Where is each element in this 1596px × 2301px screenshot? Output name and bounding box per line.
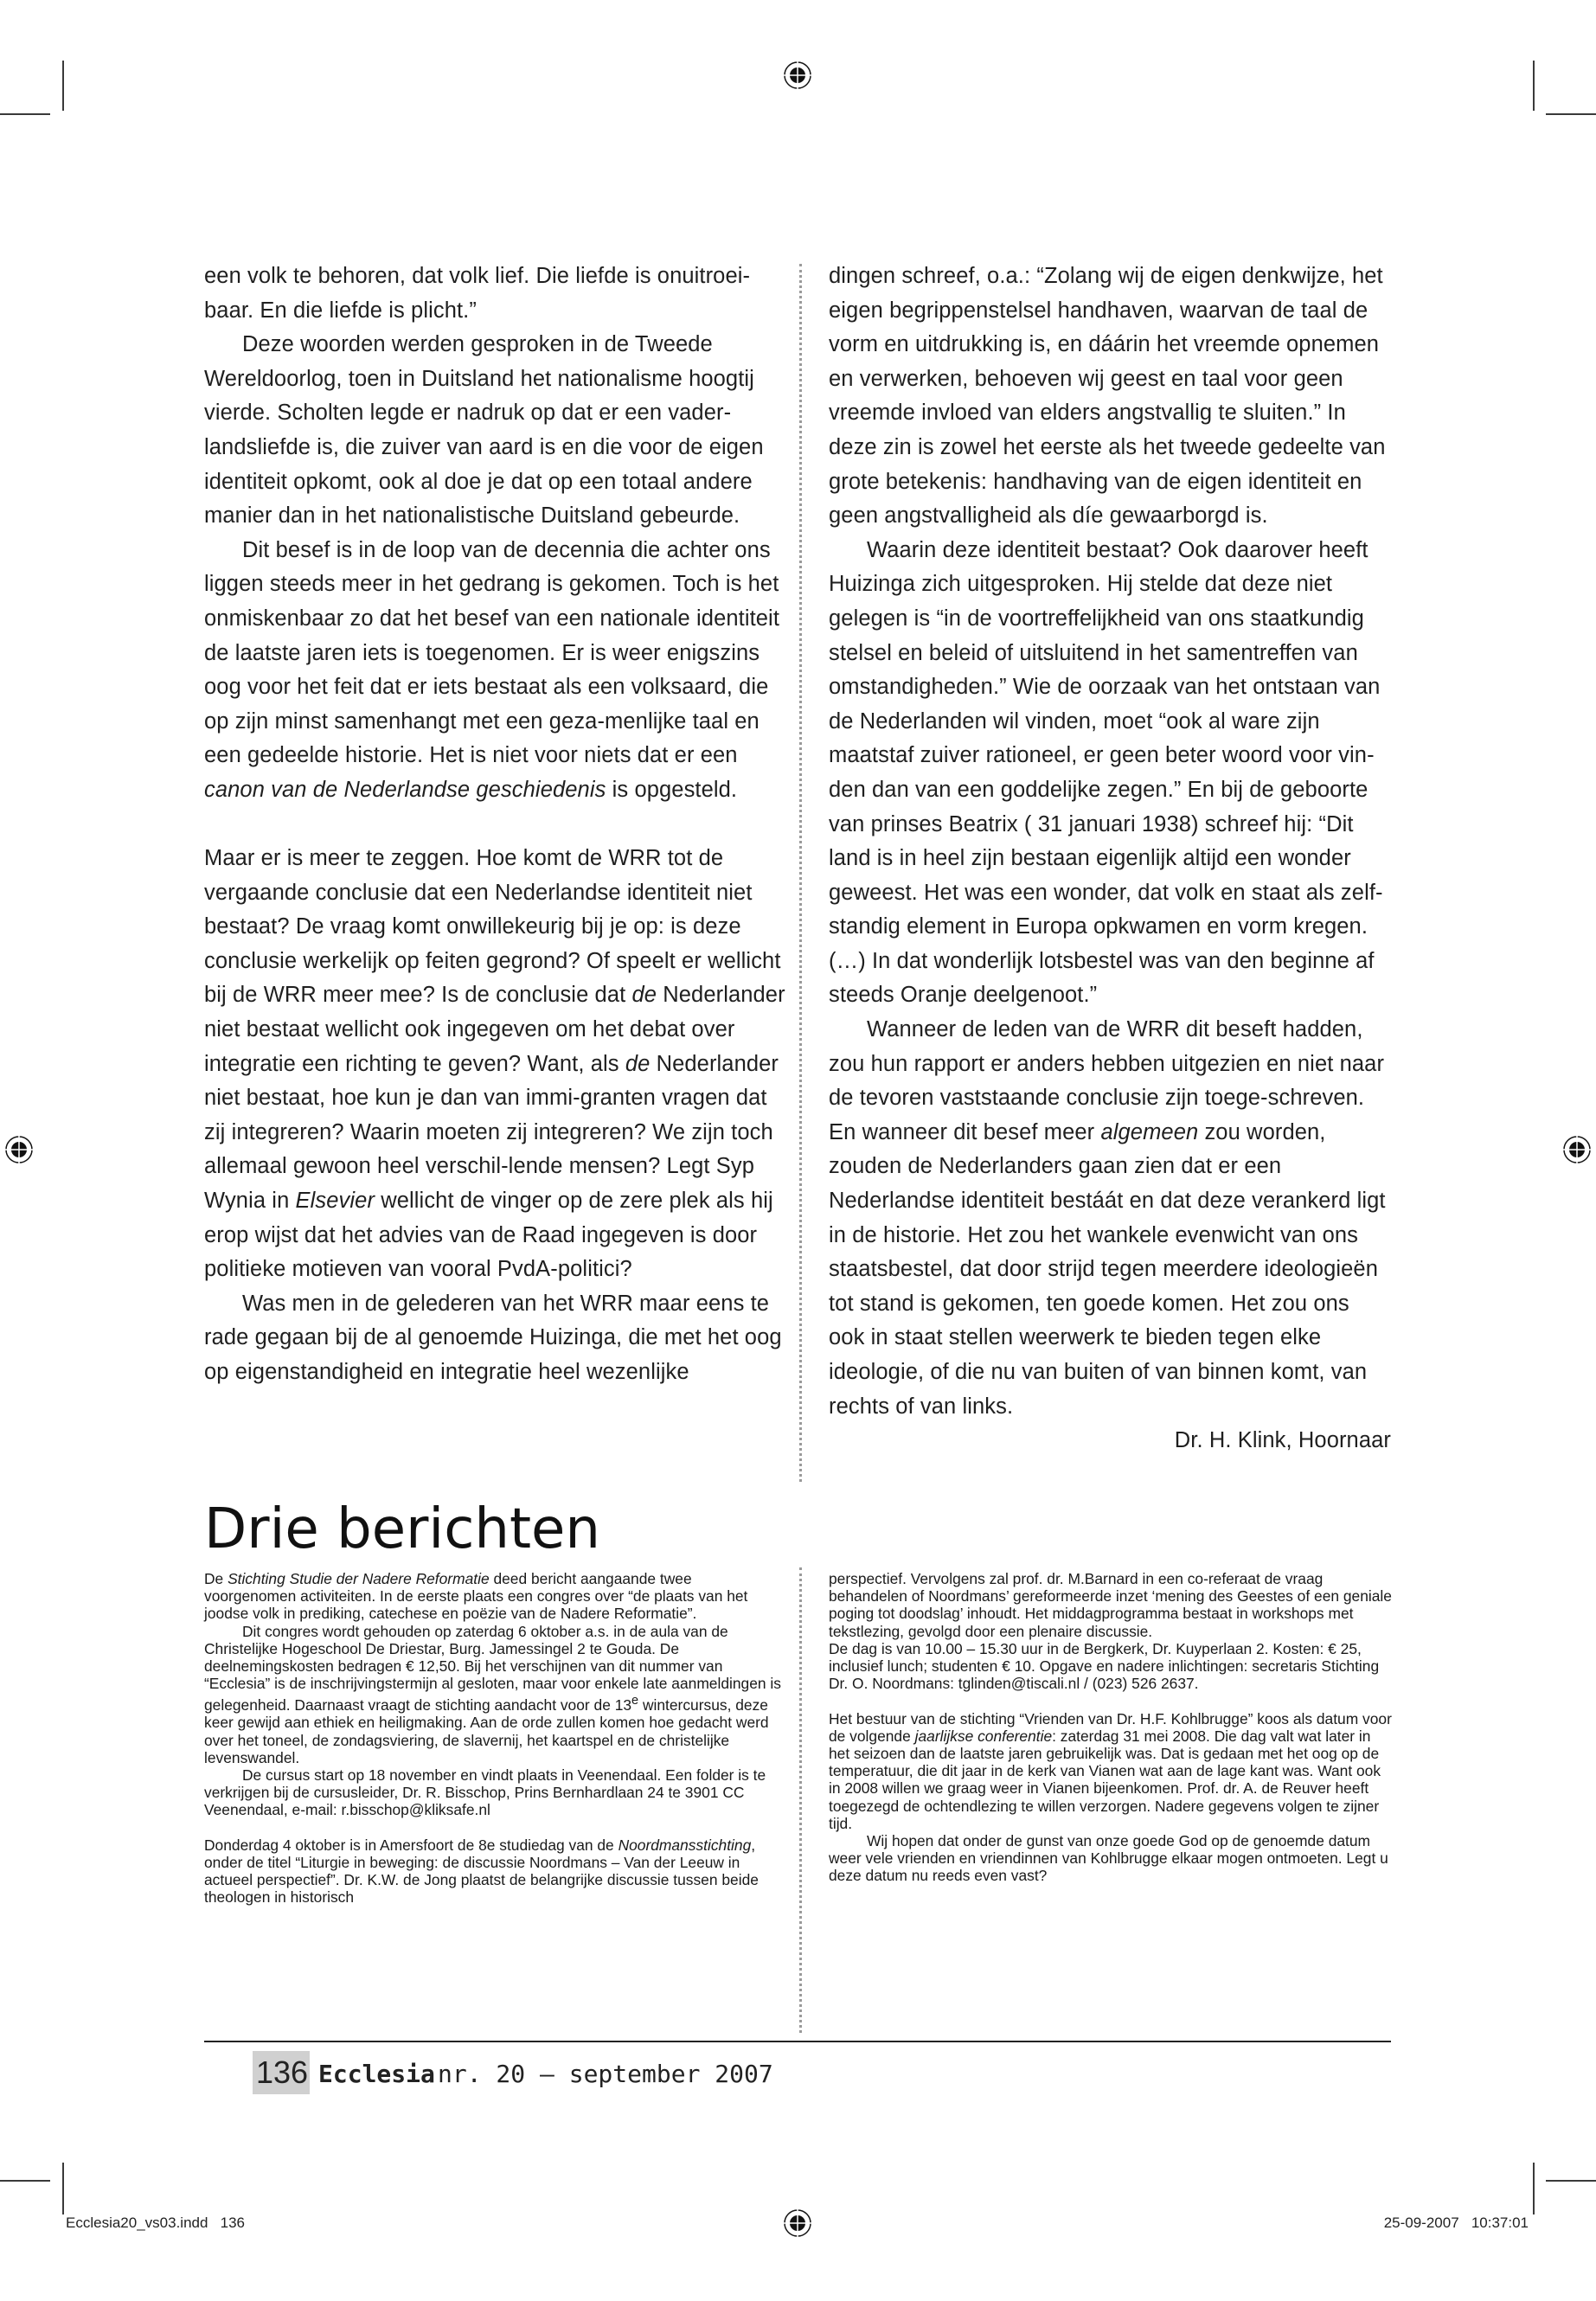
article-column-left xyxy=(204,260,785,1390)
news-paragraph: Wij hopen dat onder de gunst van onze goede God op de genoemde datum weer vele vrienden en vriendinnen van Kohlbrugge elkaar mogen ontmoeten. Legt u deze datum nu reeds even vast? xyxy=(829,1832,1388,1885)
paragraph: Waarin deze identiteit bestaat? Ook daarover heeft Huizinga zich uitgesproken. Hij stelde dat deze niet gelegen is “in de voortreffelijkheid van ons staatkundig stelsel en beleid of uitsluitend in het samentreffen van omstandigheden.” Wie de oorzaak van het ontstaan van de Nederlanden wil vinden, moet “ook al ware zijn maatstaf zuiver rationeel, er geen beter woord voor vin-den dan van een goddelijke zegen.” En bij de geboorte van prinses Beatrix ( 31 januari 1938) schreef hij: “Dit land is in heel zijn bestaan eigenlijk altijd een wonder geweest. Het was een wonder, dat volk en staat als zelf-standig element in Europa opkwamen en vorm kregen. (…) In dat wonderlijk lotsbestel was van den beginne af steeds Oranje deelgenoot.” xyxy=(829,537,1383,1008)
author-signature: Dr. H. Klink, Hoornaar xyxy=(1174,1428,1391,1453)
footer-rule xyxy=(204,2041,1391,2042)
paragraph: Maar er is meer te zeggen. Hoe komt de WRR tot de vergaande conclusie dat een Nederlandse identiteit niet bestaat? De vraag komt onwillekeurig bij je op: is deze conclusie werkelijk op feiten gegrond? Of speelt er wellicht bij de WRR meer mee? Is de conclusie dat de Nederlander niet bestaat wellicht ook ingegeven om het debat over integratie een richting te geven? Want, als de Nederlander niet bestaat, hoe kun je dan van immi-granten vragen dat zij integreren? Waarin moeten zij integreren? We zijn toch allemaal gewoon heel verschil-lende mensen? Legt Syp Wynia in Elsevier wellicht de vinger op de zere plek als hij erop wijst dat het advies van de Raad ingegeven is door politieke motieven van vooral PvdA-politici? xyxy=(204,846,785,1282)
paragraph: een volk te behoren, dat volk lief. Die liefde is onuitroei-baar. En die liefde is plicht.” xyxy=(204,264,751,323)
news-column-left xyxy=(204,1570,785,1907)
slug-filename: Ecclesia20_vs03.indd 136 xyxy=(66,2214,245,2231)
news-paragraph: perspectief. Vervolgens zal prof. dr. M.Barnard in een co-referaat de vraag behandelen of Noordmans’ gereformeerde inzet ‘mening des Geestes of een geniale poging tot doodslag’ inhoudt. Het middagprogramma bestaat in workshops met tekstlezing, gevolgd door een plenaire discussie. xyxy=(829,1570,1392,1640)
crop-mark xyxy=(1533,2163,1535,2214)
publication-name: Ecclesia xyxy=(318,2060,435,2088)
crop-mark xyxy=(62,2163,64,2214)
article-column-right xyxy=(829,260,1391,1458)
news-column-right xyxy=(829,1570,1393,1885)
crop-mark xyxy=(1546,113,1596,115)
paragraph: Deze woorden werden gesproken in de Tweede Wereldoorlog, toen in Duitsland het nationalisme hoogtij vierde. Scholten legde er nadruk op dat er een vader-landsliefde is, die zuiver van aard is en die voor de eigen identiteit opkomt, ook al doe je dat op een totaal andere manier dan in het nationalistische Duitsland gebeurde. xyxy=(204,332,764,529)
issue-info: nr. 20 — september 2007 xyxy=(438,2060,773,2088)
paragraph: Dit besef is in de loop van de decennia die achter ons liggen steeds meer in het gedrang is gekomen. Toch is het onmiskenbaar zo dat het besef van een nationale identiteit de laatste jaren iets is toegenomen. Er is weer enigszins oog voor het feit dat er iets bestaat als een volksaard, die op zijn minst samenhangt met een geza-menlijke taal en een gedeelde historie. Het is niet voor niets dat er een canon van de Nederlandse geschiedenis is opgesteld. xyxy=(204,537,780,802)
crop-mark xyxy=(0,113,50,115)
paragraph: dingen schreef, o.a.: “Zolang wij de eigen denkwijze, het eigen begrippenstelsel handhaven, waarvan de taal de vorm en uitdrukking is, en dáárin het vreemde opnemen en verwerken, behoeven wij geest en taal voor geen vreemde invloed van elders angstvallig te sluiten.” In deze zin is zowel het eerste als het tweede gedeelte van grote betekenis: handhaving van de eigen identiteit en geen angstvalligheid als díe gewaarborgd is. xyxy=(829,264,1386,529)
registration-mark-icon xyxy=(783,61,812,90)
paragraph: Was men in de gelederen van het WRR maar eens te rade gegaan bij de al genoemde Huizinga, die met het oog op eigenstandigheid en integratie heel wezenlijke xyxy=(204,1291,782,1384)
registration-mark-icon xyxy=(783,2208,812,2238)
column-divider xyxy=(799,264,802,1482)
news-paragraph: De cursus start op 18 november en vindt plaats in Veenendaal. Een folder is te verkrijgen bij de cursusleider, Dr. R. Bisschop, Prins Bernhardlaan 24 te 3901 CC Veenendaal, e-mail: r.bisschop@kliksafe.nl xyxy=(204,1766,766,1819)
news-paragraph: Het bestuur van de stichting “Vrienden van Dr. H.F. Kohlbrugge” koos als datum voor de volgende jaarlijkse conferentie: zaterdag 31 mei 2008. Die dag valt wat later in het seizoen dan de laatste jaren gebruikelijk was. Dat is gedaan met het oog op de temperatuur, die dit jaar in de kerk van Vianen wat aan de lage kant was. Want ook in 2008 willen we graag weer in Vianen bijeenkomen. Prof. dr. A. de Reuver heeft toegezegd de ochtendlezing te willen verzorgen. Nadere gegevens volgen te zijner tijd. xyxy=(829,1709,1392,1832)
paragraph: Wanneer de leden van de WRR dit beseft hadden, zou hun rapport er anders hebben uitgezien en niet naar de tevoren vaststaande conclusie zijn toege-schreven. En wanneer dit besef meer algemeen zou worden, zouden de Nederlanders gaan zien dat er een Nederlandse identiteit bestáát en dat deze verankerd ligt in de historie. Het zou het wankele evenwicht van ons staatsbestel, dat door strijd tegen meerdere ideologieën tot stand is gekomen, ten goede komen. Het zou ons ook in staat stellen weerwerk te bieden tegen elke ideologie, of die nu van buiten of van binnen komt, van rechts of van links. xyxy=(829,1017,1386,1419)
section-title: Drie berichten xyxy=(204,1497,600,1561)
column-divider xyxy=(799,1567,802,2033)
news-paragraph: De Stichting Studie der Nadere Reformatie deed bericht aangaande twee voorgenomen activiteiten. In de eerste plaats een congres over “de plaats van het joodse volk in prediking, catechese en poëzie van de Nadere Reformatie”. xyxy=(204,1570,748,1623)
slug-timestamp: 25-09-2007 10:37:01 xyxy=(1383,2214,1529,2231)
registration-mark-icon xyxy=(4,1135,34,1164)
crop-mark xyxy=(1533,61,1535,111)
news-paragraph: Dit congres wordt gehouden op zaterdag 6 oktober a.s. in de aula van de Christelijke Hogeschool De Driestar, Burg. Jamessingel 2 te Gouda. De deelnemingskosten bedragen € 12,50. Bij het verschijnen van dit nummer van “Ecclesia” is de inschrijvingstermijn al gesloten, maar voor enkele late aanmeldingen is gelegenheid. Daarnaast vraagt de stichting aandacht voor de 13e wintercursus, deze keer gewijd aan ethiek en heiligmaking. Aan de orde zullen komen hoe gedacht werd over het toneel, de zondagsviering, de slavernij, het kaartspel en de christelijke levenswandel. xyxy=(204,1622,781,1766)
page-number: 136 xyxy=(256,2054,309,2090)
crop-mark xyxy=(62,61,64,111)
registration-mark-icon xyxy=(1562,1135,1592,1164)
crop-mark xyxy=(1546,2180,1596,2182)
news-paragraph: Donderdag 4 oktober is in Amersfoort de 8e studiedag van de Noordmansstichting, onder de titel “Liturgie in beweging: de discussie Noordmans – Van der Leeuw in actueel perspectief”. Dr. K.W. de Jong plaatst de belangrijke discussie tussen beide theologen in historisch xyxy=(204,1836,759,1907)
news-paragraph: De dag is van 10.00 – 15.30 uur in de Bergkerk, Dr. Kuyperlaan 2. Kosten: € 25, inclusief lunch; studenten € 10. Opgave en nadere inlichtingen: secretaris Stichting Dr. O. Noordmans: tglinden@tiscali.nl / (023) 526 2637. xyxy=(829,1639,1380,1693)
crop-mark xyxy=(0,2180,50,2182)
